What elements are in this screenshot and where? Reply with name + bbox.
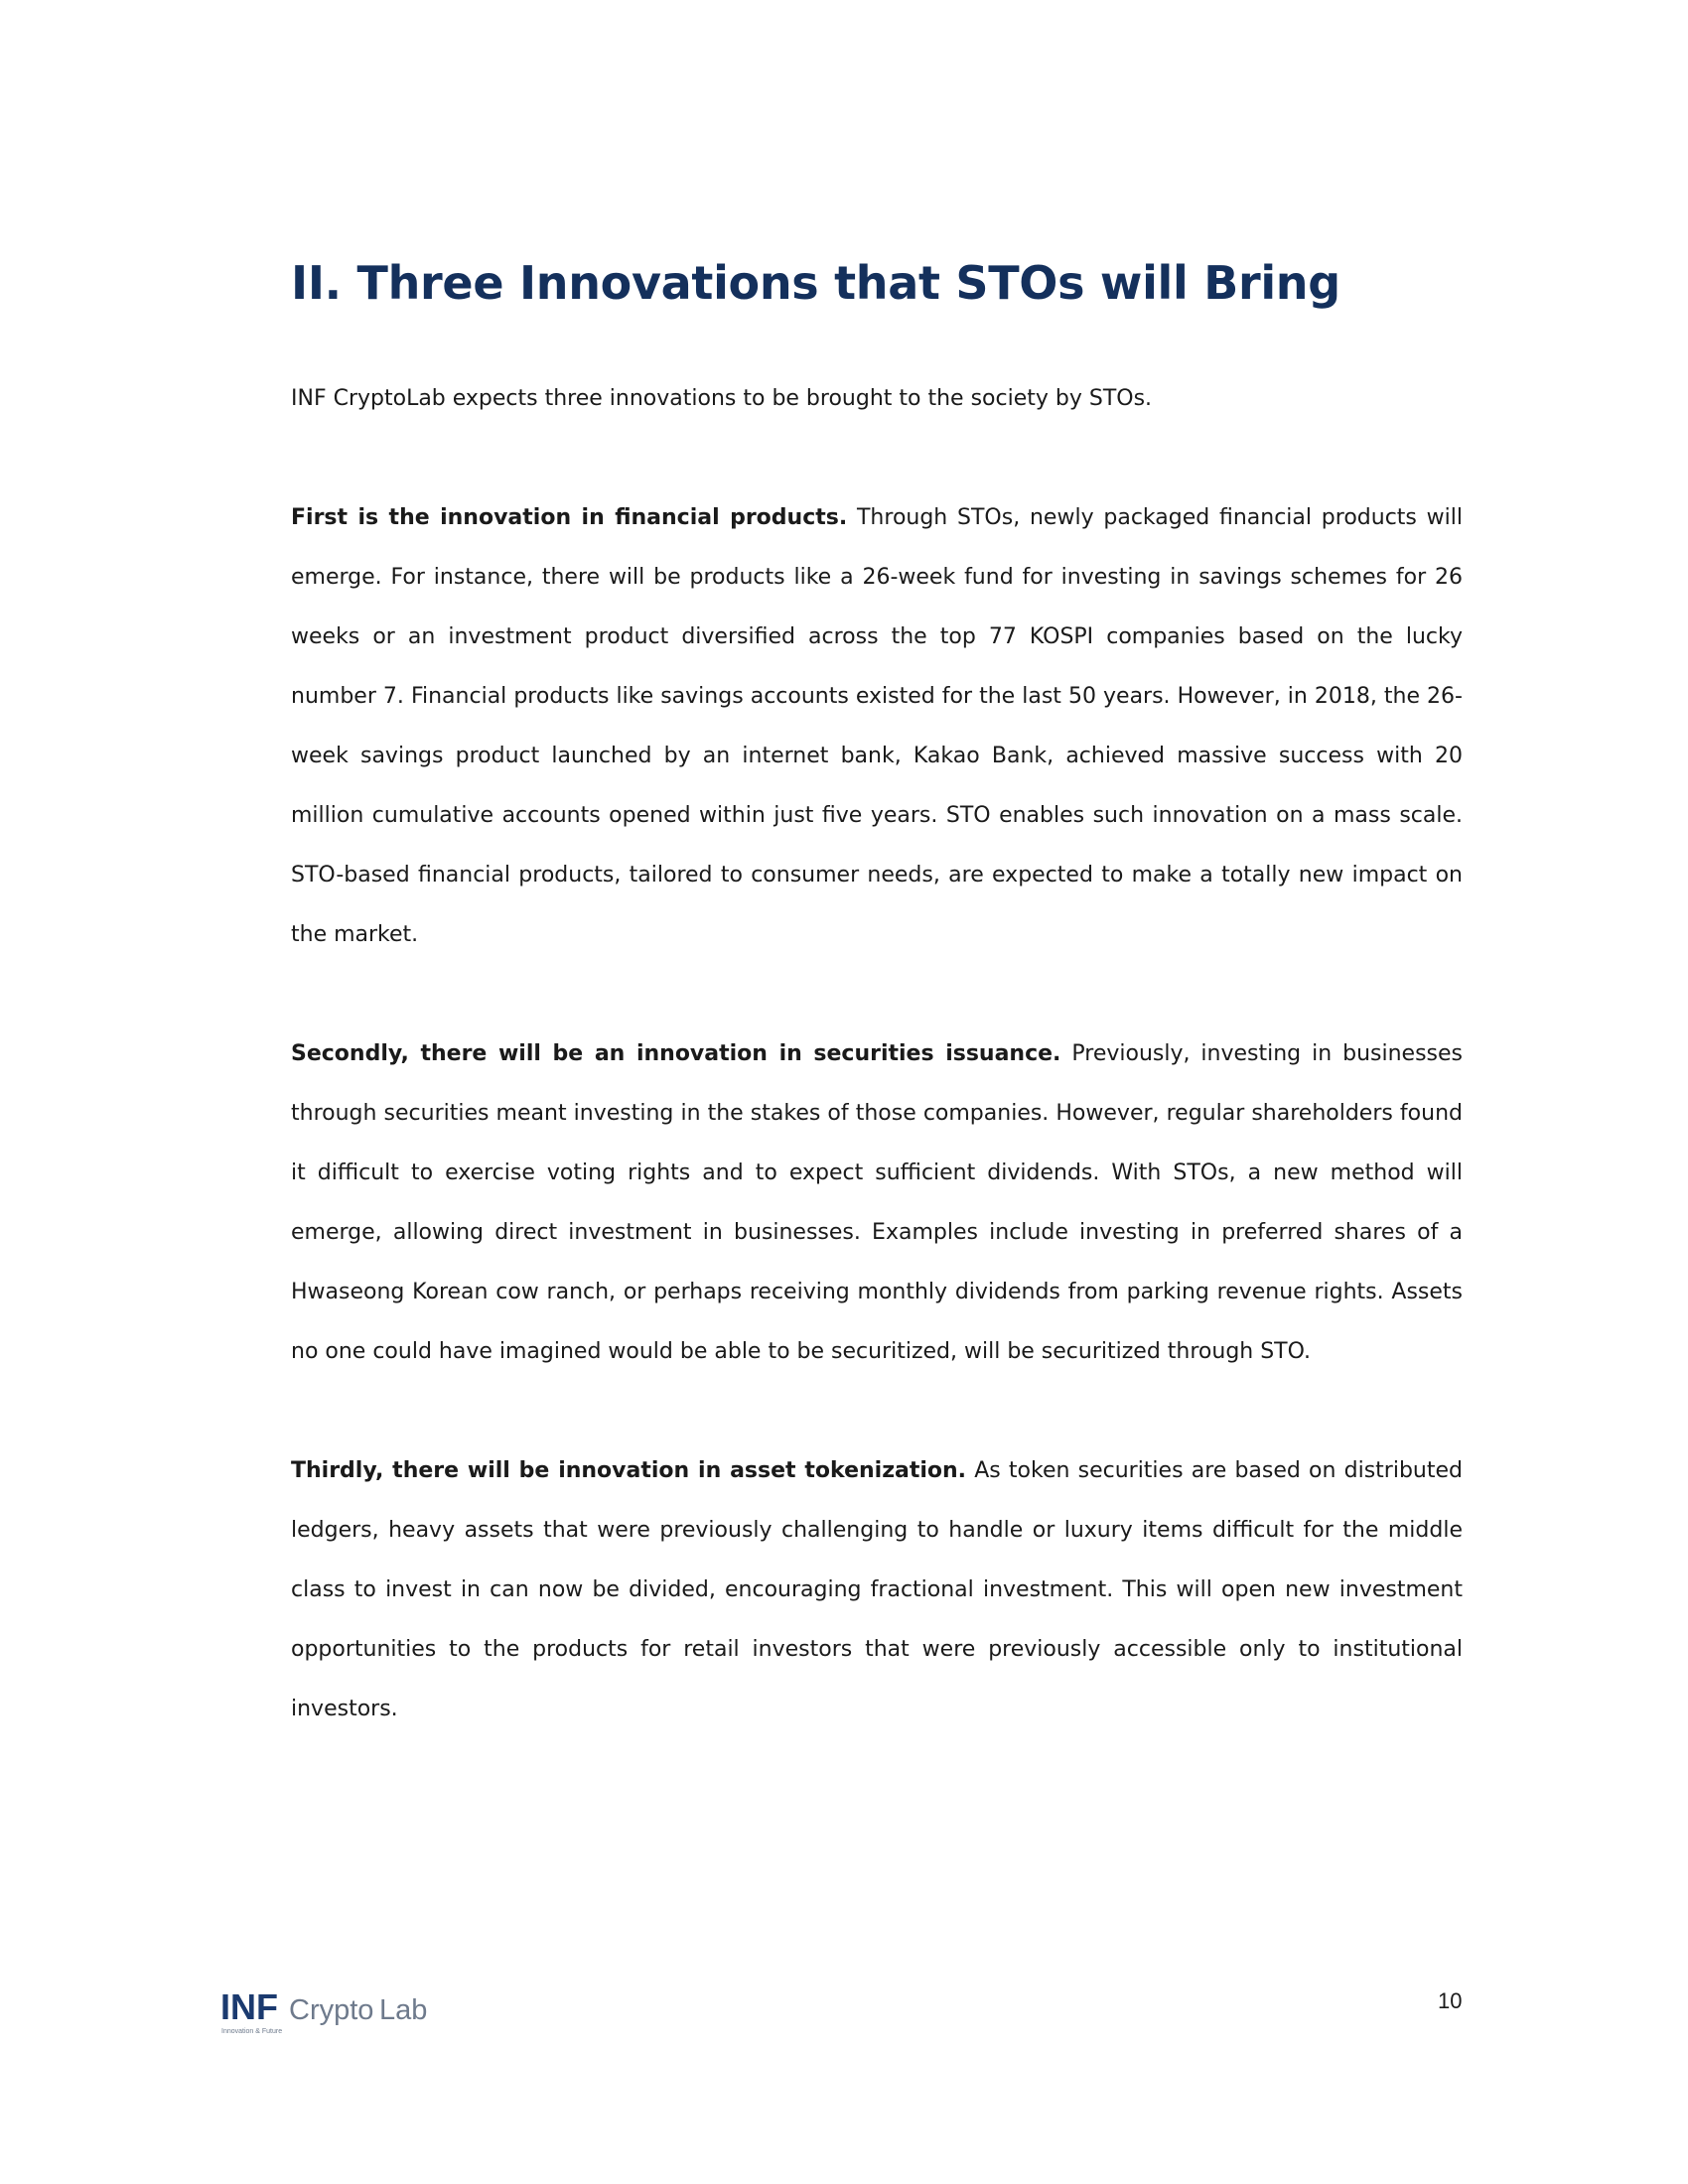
logo-lab-text: Lab <box>379 1994 428 2026</box>
intro-paragraph: INF CryptoLab expects three innovations to be brought to the society by STOs. <box>291 386 1153 411</box>
paragraph-lead: Secondly, there will be an innovation in securities issuance. <box>291 1041 1061 1066</box>
page-number: 10 <box>1438 1988 1463 2013</box>
logo-crypto-text: Crypto <box>289 1994 374 2026</box>
page-content <box>291 248 1463 1739</box>
logo-inf-text: INF <box>220 1987 278 2027</box>
paragraph-body: Through STOs, newly packaged financial products will emerge. For instance, there will be products like a 26-week fund for investing in savings schemes for 26 weeks or an investment product diversified across the top 77 KOSPI companies based on the lucky number 7. Financial products like savings accounts existed for the last 50 years. However, in 2018, the 26-week savings product launched by an internet bank, Kakao Bank, achieved massive success with 20 million cumulative accounts opened within just five years. STO enables such innovation on a mass scale. STO-based financial products, tailored to consumer needs, are expected to make a totally new impact on the market. <box>291 505 1463 947</box>
paragraph-body: Previously, investing in businesses through securities meant investing in the stakes of those companies. However, regular shareholders found it difficult to exercise voting rights and to expect sufficient dividends. With STOs, a new method will emerge, allowing direct investment in businesses. Examples include investing in preferred shares of a Hwaseong Korean cow ranch, or perhaps receiving monthly dividends from parking revenue rights. Assets no one could have imagined would be able to be securitized, will be securitized through STO. <box>291 1041 1463 1364</box>
paragraph-lead: Thirdly, there will be innovation in asset tokenization. <box>291 1458 967 1483</box>
paragraph-securities-issuance <box>291 1024 1463 1382</box>
paragraph-body: As token securities are based on distributed ledgers, heavy assets that were previously challenging to handle or luxury items difficult for the middle class to invest in can now be divided, encouraging fractional investment. This will open new investment opportunities to the products for retail investors that were previously accessible only to institutional investors. <box>291 1458 1463 1721</box>
paragraph-financial-products <box>291 488 1463 965</box>
section-title: II. Three Innovations that STOs will Bring <box>291 256 1340 310</box>
paragraph-asset-tokenization <box>291 1441 1463 1739</box>
paragraph-lead: First is the innovation in financial products. <box>291 505 848 530</box>
logo-tagline-text: Innovation & Future <box>221 2028 283 2035</box>
inf-cryptolab-logo <box>220 1987 449 2047</box>
